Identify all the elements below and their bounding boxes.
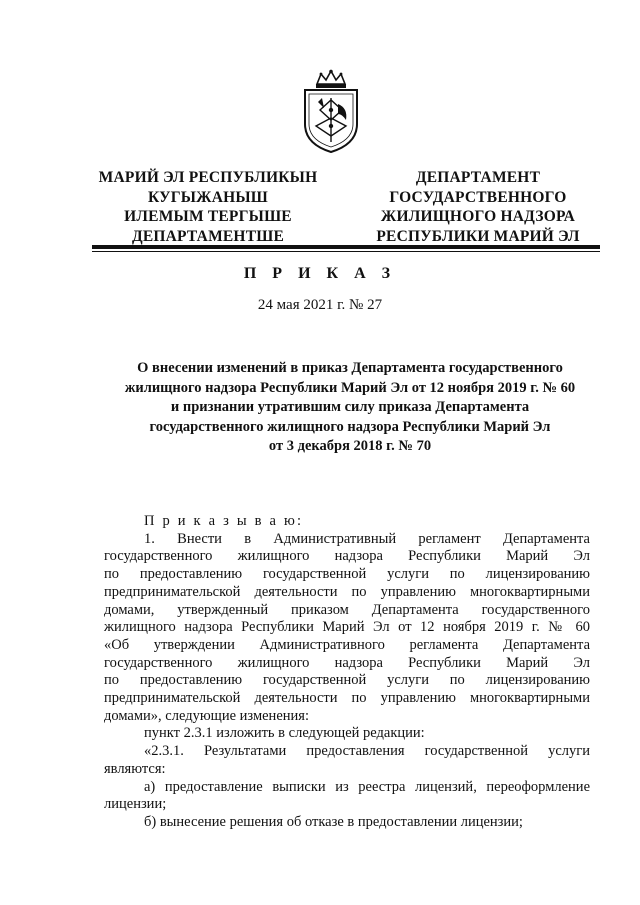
header-right-line: РЕСПУБЛИКИ МАРИЙ ЭЛ xyxy=(376,227,580,245)
body-line: домами», следующие изменения: xyxy=(104,707,309,724)
body-line: предпринимательской деятельности по управлению многоквартирными xyxy=(104,583,590,600)
header-divider-thick xyxy=(92,245,600,249)
subject-line: жилищного надзора Республики Марий Эл от 12 ноября 2019 г. № 60 xyxy=(124,379,576,396)
body-line: государственного жилищного надзора Республики Марий Эл xyxy=(104,654,590,671)
header-right-line: ДЕПАРТАМЕНТ xyxy=(415,169,541,186)
body-line: «2.3.1. Результатами предоставления государственной услуги xyxy=(144,743,590,760)
header-right-line: ГОСУДАРСТВЕННОГО xyxy=(389,188,567,206)
header-right-block xyxy=(358,168,598,246)
subject-line: О внесении изменений в приказ Департамента государственного xyxy=(137,360,563,376)
order-title: П Р И К А З xyxy=(243,265,397,282)
header-right-line: ЖИЛИЩНОГО НАДЗОРА xyxy=(380,208,576,225)
subject-line: и признании утратившим силу приказа Департамента xyxy=(170,399,530,415)
body-line: лицензии; xyxy=(104,796,167,813)
body-line: «Об утверждении Административного регламента Департамента xyxy=(104,636,590,653)
body-line: домами, утвержденный приказом Департамента государственного xyxy=(104,601,590,618)
body-line: по предоставлению государственной услуги по лицензированию xyxy=(104,672,590,689)
header-left-line: МАРИЙ ЭЛ РЕСПУБЛИКЫН xyxy=(98,169,318,186)
header-left-block xyxy=(88,168,328,246)
body-line: б) вынесение решения об отказе в предоставлении лицензии; xyxy=(144,813,523,830)
order-body xyxy=(104,513,590,832)
coat-of-arms-icon xyxy=(298,68,364,154)
body-line: а) предоставление выписки из реестра лицензий, переоформление xyxy=(144,778,590,795)
subject-line: от 3 декабря 2018 г. № 70 xyxy=(268,438,432,454)
subject-line: государственного жилищного надзора Республики Марий Эл xyxy=(149,418,551,435)
body-line: жилищного надзора Республики Марий Эл от 12 ноября 2019 г. № 60 xyxy=(104,619,590,636)
body-line: 1. Внести в Административный регламент Департамента xyxy=(144,530,590,547)
header-divider-thin xyxy=(92,251,600,252)
header-left-line: ИЛЕМЫМ ТЕРГЫШЕ xyxy=(124,208,292,225)
body-line: по предоставлению государственной услуги по лицензированию xyxy=(104,566,590,583)
body-line: государственного жилищного надзора Республики Марий Эл xyxy=(104,548,590,565)
order-subject xyxy=(100,359,600,457)
body-line: пункт 2.3.1 изложить в следующей редакции: xyxy=(144,725,425,742)
header-left-line: КУГЫЖАНЫШ xyxy=(147,188,268,206)
order-date: 24 мая 2021 г. № 27 xyxy=(257,297,383,313)
directive-text: П р и к а з ы в а ю: xyxy=(144,513,304,529)
body-line: являются: xyxy=(104,760,166,777)
body-line: предпринимательской деятельности по управлению многоквартирными xyxy=(104,690,590,707)
header-left-line: ДЕПАРТАМЕНТШЕ xyxy=(132,227,284,245)
